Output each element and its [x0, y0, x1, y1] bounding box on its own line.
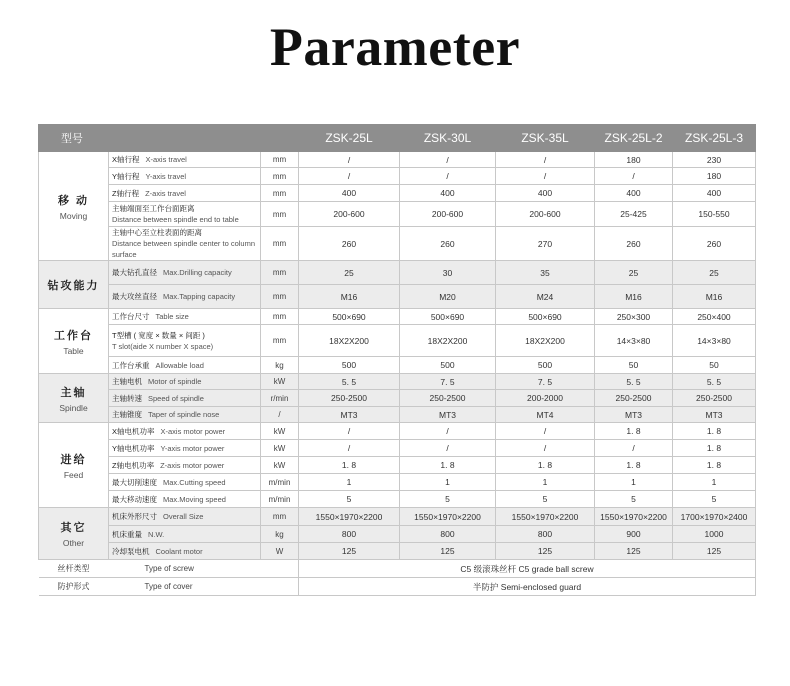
unit-cell: mm — [261, 152, 299, 168]
item-en: Allowable load — [155, 360, 204, 370]
value-cell: 1. 8 — [673, 457, 756, 474]
value-cell: M24 — [496, 285, 595, 309]
footer-en: Type of screw — [109, 560, 299, 578]
value-cell: 260 — [299, 227, 400, 261]
item-zh: Y轴行程 — [112, 171, 140, 181]
value-cell: / — [595, 168, 673, 185]
value-cell: 500 — [496, 357, 595, 374]
value-cell: 260 — [595, 227, 673, 261]
category-cell — [39, 152, 109, 261]
table-row — [39, 261, 756, 285]
item-cell — [109, 508, 261, 526]
value-cell: 1 — [595, 474, 673, 491]
footer-value: C5 级滚珠丝杆 C5 grade ball screw — [299, 560, 756, 578]
value-cell: 1. 8 — [673, 423, 756, 440]
table-header-row — [39, 125, 756, 152]
value-cell: / — [400, 440, 496, 457]
item-zh: 最大移动速度 — [112, 494, 157, 504]
item-zh: 冷却泵电机 — [112, 546, 150, 556]
value-cell: 30 — [400, 261, 496, 285]
value-cell: 125 — [595, 543, 673, 560]
item-en: Z-axis travel — [145, 188, 186, 198]
item-zh: 主轴端面至工作台面距离 — [112, 204, 195, 213]
value-cell: M16 — [299, 285, 400, 309]
footer-zh: 防护形式 — [39, 578, 109, 596]
item-cell — [109, 526, 261, 543]
value-cell: 125 — [496, 543, 595, 560]
table-row — [39, 227, 756, 261]
value-cell: 900 — [595, 526, 673, 543]
model-header: ZSK-35L — [496, 125, 595, 152]
page-title: Parameter — [269, 17, 521, 77]
value-cell: MT3 — [595, 407, 673, 423]
item-cell — [109, 440, 261, 457]
value-cell: 500×690 — [400, 309, 496, 325]
value-cell: M16 — [673, 285, 756, 309]
value-cell: 1550×1970×2200 — [400, 508, 496, 526]
unit-cell: m/min — [261, 491, 299, 508]
item-cell — [109, 457, 261, 474]
value-cell: 1000 — [673, 526, 756, 543]
item-cell — [109, 474, 261, 491]
item-en: Speed of spindle — [148, 393, 204, 403]
value-cell: 250×300 — [595, 309, 673, 325]
value-cell: 35 — [496, 261, 595, 285]
value-cell: / — [496, 440, 595, 457]
value-cell: 25-425 — [595, 202, 673, 227]
value-cell: 1. 8 — [496, 457, 595, 474]
model-header: ZSK-25L-3 — [673, 125, 756, 152]
unit-cell: W — [261, 543, 299, 560]
value-cell: 1 — [400, 474, 496, 491]
category-zh: 工作台 — [54, 329, 93, 342]
table-row — [39, 374, 756, 390]
value-cell: 250-2500 — [673, 390, 756, 407]
footer-en: Type of cover — [109, 578, 299, 596]
item-cell — [109, 390, 261, 407]
item-en: T slot(aide X number X space) — [112, 341, 214, 351]
category-cell — [39, 508, 109, 560]
item-cell — [109, 357, 261, 374]
unit-cell: m/min — [261, 474, 299, 491]
value-cell: 250-2500 — [299, 390, 400, 407]
value-cell: 200-2000 — [496, 390, 595, 407]
unit-cell: mm — [261, 285, 299, 309]
item-cell — [109, 152, 261, 168]
value-cell: 500 — [299, 357, 400, 374]
value-cell: 250×400 — [673, 309, 756, 325]
item-en: X-axis motor power — [160, 426, 226, 436]
value-cell: 1. 8 — [400, 457, 496, 474]
table-row — [39, 309, 756, 325]
value-cell: 5 — [400, 491, 496, 508]
value-cell: 400 — [673, 185, 756, 202]
value-cell: 200-600 — [400, 202, 496, 227]
parameter-table — [38, 124, 756, 596]
value-cell: 180 — [595, 152, 673, 168]
item-cell — [109, 202, 261, 227]
value-cell: 50 — [673, 357, 756, 374]
item-zh: 主轴转速 — [112, 393, 142, 403]
value-cell: MT4 — [496, 407, 595, 423]
value-cell: 1550×1970×2200 — [496, 508, 595, 526]
unit-cell: kg — [261, 526, 299, 543]
value-cell: MT3 — [299, 407, 400, 423]
item-cell — [109, 543, 261, 560]
value-cell: MT3 — [400, 407, 496, 423]
category-zh: 主轴 — [60, 386, 87, 399]
value-cell: M20 — [400, 285, 496, 309]
unit-cell: mm — [261, 325, 299, 357]
table-row — [39, 474, 756, 491]
item-zh: 主轴锥度 — [112, 410, 142, 419]
item-en: Y-axis motor power — [160, 443, 225, 453]
unit-cell: mm — [261, 227, 299, 261]
value-cell: 1700×1970×2400 — [673, 508, 756, 526]
table-row — [39, 423, 756, 440]
table-row — [39, 202, 756, 227]
item-en: Max.Tapping capacity — [163, 292, 236, 301]
value-cell: 250-2500 — [595, 390, 673, 407]
item-zh: X轴电机功率 — [112, 426, 155, 436]
value-cell: 230 — [673, 152, 756, 168]
value-cell: 260 — [400, 227, 496, 261]
value-cell: 400 — [595, 185, 673, 202]
category-zh: 进给 — [60, 453, 87, 466]
value-cell: 270 — [496, 227, 595, 261]
table-row — [39, 168, 756, 185]
value-cell: 125 — [673, 543, 756, 560]
value-cell: 200-600 — [496, 202, 595, 227]
category-cell — [39, 309, 109, 374]
item-en: Distance between spindle center to column surface — [112, 239, 255, 259]
value-cell: 5. 5 — [595, 374, 673, 390]
value-cell: 5 — [496, 491, 595, 508]
value-cell: / — [299, 168, 400, 185]
category-en: Spindle — [59, 402, 88, 413]
value-cell: 5 — [299, 491, 400, 508]
value-cell: 1. 8 — [299, 457, 400, 474]
value-cell: 5. 5 — [673, 374, 756, 390]
value-cell: M16 — [595, 285, 673, 309]
category-en: Other — [62, 538, 85, 548]
value-cell: 25 — [299, 261, 400, 285]
value-cell: 800 — [496, 526, 595, 543]
value-cell: 1. 8 — [595, 457, 673, 474]
item-en: Coolant motor — [155, 546, 203, 556]
unit-cell: kg — [261, 357, 299, 374]
footer-row — [39, 578, 756, 596]
item-en: Max.Drilling capacity — [163, 268, 232, 277]
table-row — [39, 185, 756, 202]
model-label: 型号 — [39, 125, 299, 152]
value-cell: 5. 5 — [299, 374, 400, 390]
value-cell: 14×3×80 — [673, 325, 756, 357]
table-row — [39, 440, 756, 457]
value-cell: 50 — [595, 357, 673, 374]
category-zh: 钻攻能力 — [47, 279, 100, 292]
item-en: Max.Moving speed — [163, 494, 226, 504]
value-cell: 1550×1970×2200 — [595, 508, 673, 526]
unit-cell: mm — [261, 508, 299, 526]
item-en: Distance between spindle end to table — [112, 215, 239, 224]
footer-value: 半防护 Semi-enclosed guard — [299, 578, 756, 596]
item-cell — [109, 374, 261, 390]
value-cell: MT3 — [673, 407, 756, 423]
table-row — [39, 390, 756, 407]
value-cell: 400 — [496, 185, 595, 202]
value-cell: 25 — [673, 261, 756, 285]
value-cell: 18X2X200 — [496, 325, 595, 357]
category-cell — [39, 261, 109, 309]
unit-cell: mm — [261, 168, 299, 185]
item-cell — [109, 309, 261, 325]
item-en: Taper of spindle nose — [148, 410, 220, 419]
unit-cell: mm — [261, 185, 299, 202]
model-header: ZSK-30L — [400, 125, 496, 152]
category-zh: 移 动 — [57, 194, 90, 207]
item-cell — [109, 423, 261, 440]
item-en: Table size — [155, 312, 189, 321]
item-zh: T型槽 ( 宽度 × 数量 × 间距 ) — [112, 330, 205, 340]
table-row — [39, 508, 756, 526]
value-cell: 7. 5 — [400, 374, 496, 390]
item-zh: 最大攻丝直径 — [112, 292, 157, 301]
value-cell: 1550×1970×2200 — [299, 508, 400, 526]
value-cell: / — [400, 152, 496, 168]
value-cell: 14×3×80 — [595, 325, 673, 357]
value-cell: 180 — [673, 168, 756, 185]
table-row — [39, 357, 756, 374]
table-row — [39, 543, 756, 560]
table-row — [39, 152, 756, 168]
value-cell: 5 — [595, 491, 673, 508]
category-cell — [39, 423, 109, 508]
item-zh: 最大切削速度 — [112, 477, 157, 487]
value-cell: 1. 8 — [595, 423, 673, 440]
item-zh: 主轴电机 — [112, 377, 142, 386]
value-cell: 400 — [400, 185, 496, 202]
value-cell: 1. 8 — [673, 440, 756, 457]
item-zh: 工作台承重 — [112, 360, 150, 370]
item-en: Motor of spindle — [148, 377, 202, 386]
item-cell — [109, 407, 261, 423]
item-en: Y-axis travel — [145, 171, 187, 181]
table-row — [39, 325, 756, 357]
value-cell: 800 — [400, 526, 496, 543]
unit-cell: r/min — [261, 390, 299, 407]
item-cell — [109, 325, 261, 357]
unit-cell: mm — [261, 261, 299, 285]
value-cell: / — [400, 168, 496, 185]
value-cell: 7. 5 — [496, 374, 595, 390]
value-cell: 18X2X200 — [400, 325, 496, 357]
item-en: X-axis travel — [145, 155, 187, 164]
table-row — [39, 491, 756, 508]
value-cell: 1 — [673, 474, 756, 491]
model-header: ZSK-25L — [299, 125, 400, 152]
value-cell: 200-600 — [299, 202, 400, 227]
value-cell: 400 — [299, 185, 400, 202]
value-cell: / — [299, 423, 400, 440]
item-zh: Z轴行程 — [112, 188, 140, 198]
model-header: ZSK-25L-2 — [595, 125, 673, 152]
item-cell — [109, 491, 261, 508]
unit-cell: kW — [261, 457, 299, 474]
unit-cell: kW — [261, 423, 299, 440]
item-zh: Y轴电机功率 — [112, 443, 155, 453]
unit-cell: kW — [261, 440, 299, 457]
value-cell: / — [496, 168, 595, 185]
value-cell: 500 — [400, 357, 496, 374]
table-row — [39, 457, 756, 474]
item-zh: 主轴中心至立柱表面的距离 — [112, 228, 202, 237]
value-cell: / — [299, 152, 400, 168]
unit-cell: / — [261, 407, 299, 423]
item-zh: 最大钻孔直径 — [112, 268, 157, 277]
item-zh: 机床重量 — [112, 529, 142, 539]
item-cell — [109, 261, 261, 285]
table-row — [39, 285, 756, 309]
value-cell: 1 — [496, 474, 595, 491]
unit-cell: mm — [261, 202, 299, 227]
item-en: Max.Cutting speed — [163, 477, 226, 487]
unit-cell: mm — [261, 309, 299, 325]
value-cell: / — [400, 423, 496, 440]
table-row — [39, 526, 756, 543]
value-cell: 500×690 — [496, 309, 595, 325]
item-cell — [109, 285, 261, 309]
value-cell: 125 — [400, 543, 496, 560]
item-zh: 机床外形尺寸 — [112, 512, 157, 521]
item-en: Overall Size — [163, 512, 204, 521]
value-cell: / — [595, 440, 673, 457]
item-cell — [109, 168, 261, 185]
item-en: Z-axis motor power — [160, 460, 225, 470]
category-zh: 其它 — [60, 522, 87, 534]
table-row — [39, 407, 756, 423]
value-cell: 260 — [673, 227, 756, 261]
item-zh: 工作台尺寸 — [112, 312, 150, 321]
value-cell: 18X2X200 — [299, 325, 400, 357]
value-cell: 125 — [299, 543, 400, 560]
footer-row — [39, 560, 756, 578]
value-cell: / — [496, 423, 595, 440]
item-cell — [109, 227, 261, 261]
category-en: Moving — [59, 210, 88, 221]
value-cell: / — [496, 152, 595, 168]
value-cell: 250-2500 — [400, 390, 496, 407]
value-cell: / — [299, 440, 400, 457]
value-cell: 25 — [595, 261, 673, 285]
value-cell: 150-550 — [673, 202, 756, 227]
value-cell: 1 — [299, 474, 400, 491]
value-cell: 800 — [299, 526, 400, 543]
value-cell: 500×690 — [299, 309, 400, 325]
value-cell: 5 — [673, 491, 756, 508]
category-en: Table — [63, 345, 84, 356]
item-zh: Z轴电机功率 — [112, 460, 155, 470]
item-zh: X轴行程 — [112, 155, 140, 164]
item-en: N.W. — [148, 529, 165, 539]
footer-zh: 丝杆类型 — [39, 560, 109, 578]
unit-cell: kW — [261, 374, 299, 390]
item-cell — [109, 185, 261, 202]
category-cell — [39, 374, 109, 423]
category-en: Feed — [63, 469, 84, 480]
